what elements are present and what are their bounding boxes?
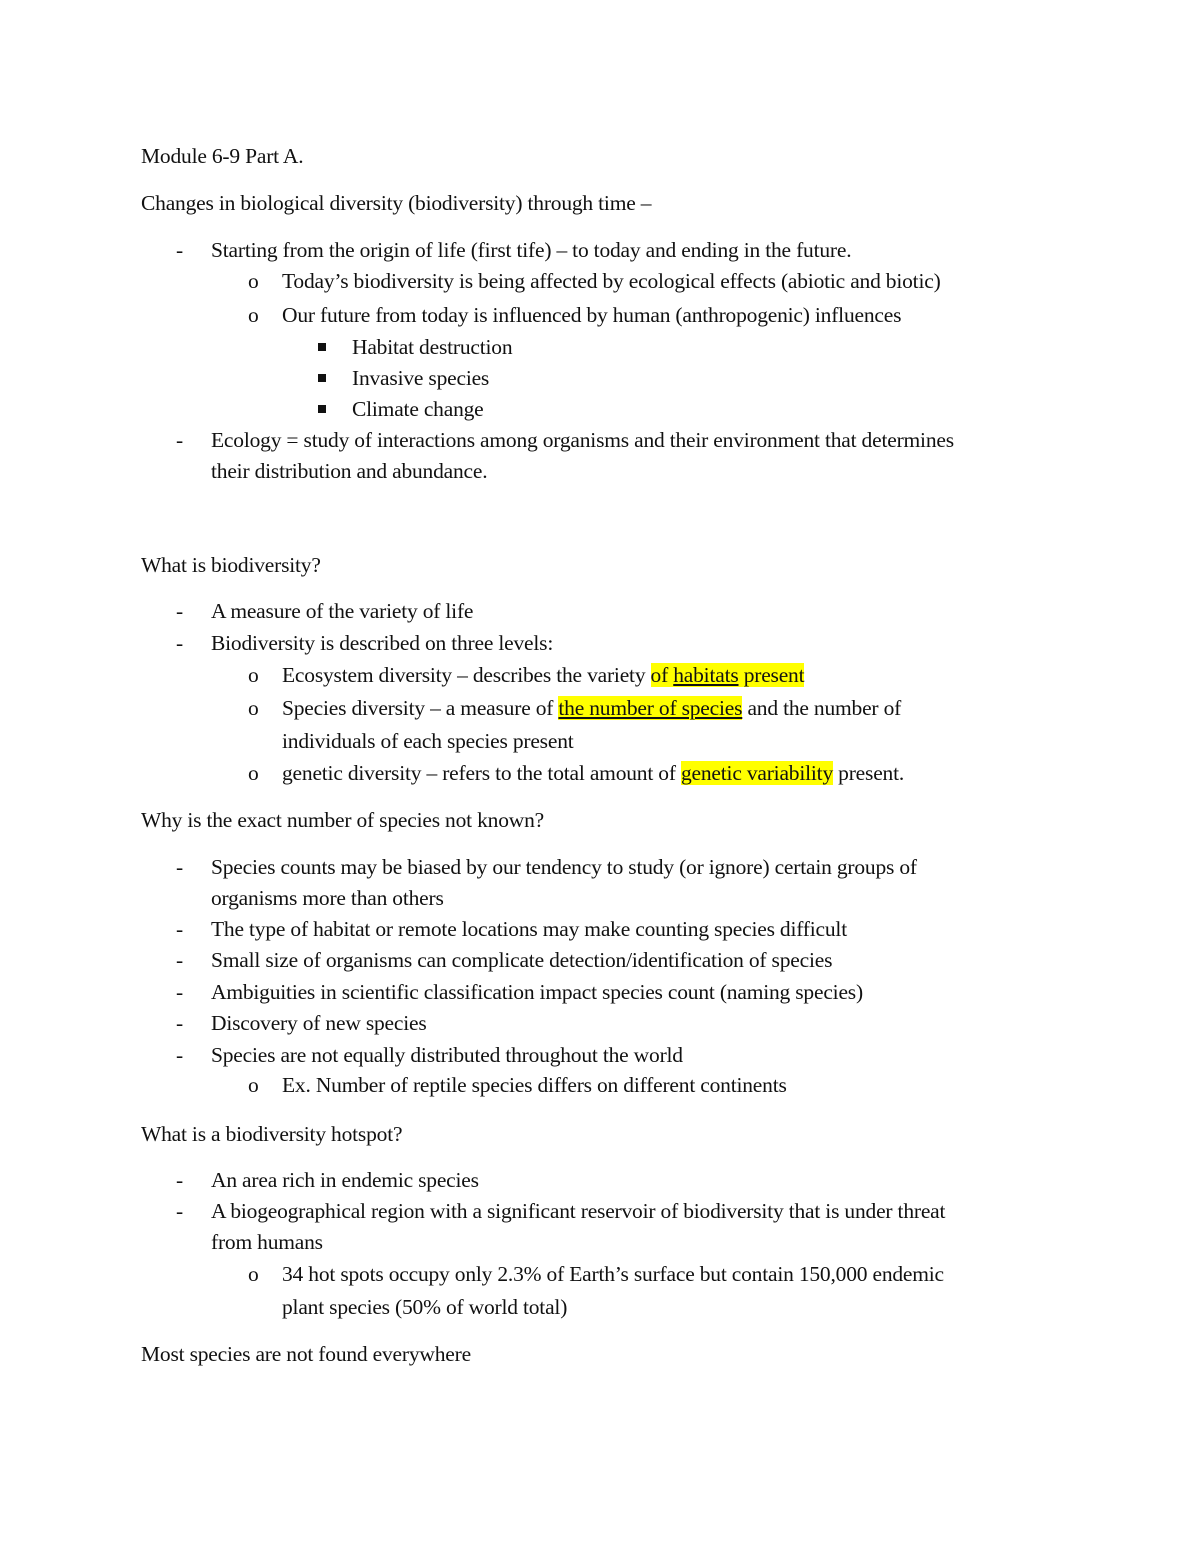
section-heading: Why is the exact number of species not known?: [141, 808, 544, 832]
dash-bullet: -: [176, 238, 184, 262]
list-item: Invasive species: [352, 366, 490, 390]
list-item-continuation: organisms more than others: [211, 886, 444, 910]
list-item: A measure of the variety of life: [211, 599, 474, 623]
square-bullet: [318, 343, 326, 351]
dash-bullet: -: [176, 631, 184, 655]
list-item-continuation: plant species (50% of world total): [282, 1295, 568, 1319]
circle-bullet: o: [248, 303, 259, 327]
list-item: An area rich in endemic species: [211, 1168, 479, 1192]
circle-bullet: o: [248, 696, 259, 720]
highlighted-underlined-text: the number of species: [558, 696, 743, 720]
highlighted-text: present: [738, 663, 805, 687]
list-item: Species are not equally distributed throughout the world: [211, 1043, 683, 1067]
list-item: A biogeographical region with a significant reservoir of biodiversity that is under threat: [211, 1199, 946, 1223]
list-item: [282, 693, 901, 723]
section-heading: Changes in biological diversity (biodiversity) through time –: [141, 191, 652, 215]
dash-bullet: -: [176, 917, 184, 941]
circle-bullet: o: [248, 1073, 259, 1097]
list-item: Habitat destruction: [352, 335, 513, 359]
square-bullet: [318, 405, 326, 413]
section-heading: What is a biodiversity hotspot?: [141, 1122, 403, 1146]
list-item-continuation: individuals of each species present: [282, 729, 574, 753]
list-item: [282, 758, 904, 788]
section-heading: Most species are not found everywhere: [141, 1342, 471, 1366]
highlighted-underlined-text: habitats: [673, 663, 739, 687]
section-heading: What is biodiversity?: [141, 553, 321, 577]
dash-bullet: -: [176, 948, 184, 972]
circle-bullet: o: [248, 761, 259, 785]
square-bullet: [318, 374, 326, 382]
text-run: and the number of: [742, 696, 902, 720]
list-item: Biodiversity is described on three levels:: [211, 631, 554, 655]
dash-bullet: -: [176, 1199, 184, 1223]
list-item: Our future from today is influenced by human (anthropogenic) influences: [282, 303, 902, 327]
list-item: Ecology = study of interactions among organisms and their environment that determines: [211, 428, 954, 452]
dash-bullet: -: [176, 599, 184, 623]
dash-bullet: -: [176, 980, 184, 1004]
document-title: Module 6-9 Part A.: [141, 144, 304, 168]
dash-bullet: -: [176, 428, 184, 452]
list-item: Starting from the origin of life (first tife) – to today and ending in the future.: [211, 238, 852, 262]
dash-bullet: -: [176, 855, 184, 879]
highlighted-text: genetic variability: [680, 761, 833, 785]
list-item: Small size of organisms can complicate detection/identification of species: [211, 948, 833, 972]
circle-bullet: o: [248, 269, 259, 293]
circle-bullet: o: [248, 663, 259, 687]
list-item: [282, 660, 804, 690]
list-item-continuation: from humans: [211, 1230, 323, 1254]
list-item: Ex. Number of reptile species differs on different continents: [282, 1073, 787, 1097]
list-item: Climate change: [352, 397, 484, 421]
list-item: The type of habitat or remote locations may make counting species difficult: [211, 917, 847, 941]
text-run: present.: [833, 761, 905, 785]
list-item: Discovery of new species: [211, 1011, 427, 1035]
list-item: Ambiguities in scientific classification impact species count (naming species): [211, 980, 863, 1004]
dash-bullet: -: [176, 1011, 184, 1035]
text-run: Ecosystem diversity – describes the variety: [282, 663, 651, 687]
list-item: Today’s biodiversity is being affected by ecological effects (abiotic and biotic): [282, 269, 941, 293]
list-item: Species counts may be biased by our tendency to study (or ignore) certain groups of: [211, 855, 917, 879]
list-item-continuation: their distribution and abundance.: [211, 459, 488, 483]
circle-bullet: o: [248, 1262, 259, 1286]
dash-bullet: -: [176, 1168, 184, 1192]
text-run: genetic diversity – refers to the total amount of: [282, 761, 681, 785]
text-run: Species diversity – a measure of: [282, 696, 559, 720]
dash-bullet: -: [176, 1043, 184, 1067]
list-item: 34 hot spots occupy only 2.3% of Earth’s surface but contain 150,000 endemic: [282, 1262, 944, 1286]
highlighted-text: of: [650, 663, 674, 687]
